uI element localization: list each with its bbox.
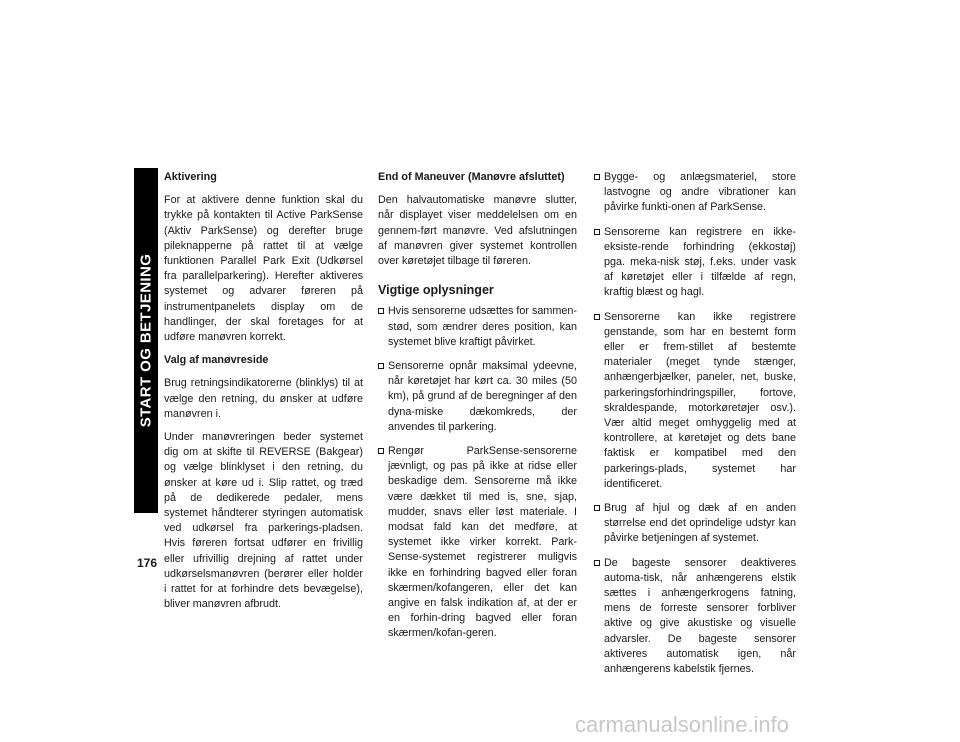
checkbox-bullet-icon <box>378 363 384 369</box>
checkbox-bullet-icon <box>594 505 600 511</box>
column-3 <box>594 170 796 686</box>
list-item: De bageste sensorer deaktiveres automa-tisk, når anhængerens elstik sættes i anhængerkrogens fatning, mens de forreste sensorer forbliver aktive og give akustiske og visuelle advarsler. De bageste sensorer aktiveres automatisk igen, når anhængerens kabelstik fjernes. <box>594 556 796 678</box>
list-item: Sensorerne kan ikke registrere genstande, som har en bestemt form eller er frem-stillet af bestemte materialer (meget tynde stænger, anhængerbjælker, paneler, net, buske, parkeringsforhindringspiller, fortove, skraldespande, motorkøretøjer osv.). Vær altid meget omhyggelig med at kontrollere, at køretøjet og dets bane faktisk er kompatibel med den parkerings-plads, systemet har identificeret. <box>594 310 796 492</box>
list-item: Sensorerne opnår maksimal ydeevne, når køretøjet har kørt ca. 30 miles (50 km), på grund af de beregninger af den dyna-miske dækomkreds, der anvendes til parkering. <box>378 359 577 435</box>
paragraph: Den halvautomatiske manøvre slutter, når displayet viser meddelelsen om en gennem-ført manøvre. Ved afslutningen af manøvren giver systemet kontrollen over køretøjet tilbage til føreren. <box>378 194 577 268</box>
chapter-title: START OG BETJENING <box>137 253 155 428</box>
heading-end-of-maneuver: End of Maneuver (Manøvre afsluttet) <box>378 171 565 183</box>
paragraph: Under manøvreringen beder systemet dig om at skifte til REVERSE (Bakgear) og vælge blinklyset i den retning, du ønsker at køre ud i. Slip rattet, og træd på de dedikerede pedaler, mens systemet håndterer styringen automatisk ved udkørsel fra parkerings-pladsen. Hvis føreren fortsat udfører en frivillig eller ufrivillig drejning af rattet under udkørselsmanøvren (berører eller holder i rattet for at forhindre dets bevægelse), bliver manøvren afbrudt. <box>164 431 363 611</box>
list-item: Bygge- og anlægsmateriel, store lastvogne og andre vibrationer kan påvirke funkti-onen af ParkSense. <box>594 170 796 216</box>
page-number: 176 <box>137 556 158 570</box>
checkbox-bullet-icon <box>594 174 600 180</box>
bullet-list <box>378 304 577 641</box>
paragraph: For at aktivere denne funktion skal du trykke på kontakten til Active ParkSense (Aktiv ParkSense) og derefter bruge pileknapperne på rattet til at vælge funktionen Parallel Park Exit (Udkørsel fra parallelparkering). Herefter aktiveres systemet og advarer føreren på instrumentpanelets display om de handlinger, der skal foretages for at udføre manøvren korrekt. <box>164 194 363 344</box>
watermark: carmanualsonline.info <box>575 712 790 737</box>
chapter-side-tab <box>134 168 158 513</box>
column-2 <box>378 170 577 651</box>
list-item: Rengør ParkSense-sensorerne jævnligt, og pas på ikke at ridse eller beskadige dem. Sensorerne må ikke være dækket til med is, sne, sjap, mudder, snavs eller løst materiale. I modsat fald kan det medføre, at systemet ikke virker korrekt. Park-Sense-systemet registrerer muligvis ikke en forhindring bagved eller foran skærmen/kofangeren, eller det kan angive en falsk indikation af, at der er en forhin-dring bagved eller foran skærmen/kofan-geren. <box>378 444 577 642</box>
checkbox-bullet-icon <box>594 314 600 320</box>
list-item: Hvis sensorerne udsættes for sammen-stød, som ændrer deres position, kan systemet blive kraftigt påvirket. <box>378 304 577 350</box>
checkbox-bullet-icon <box>594 229 600 235</box>
list-item: Brug af hjul og dæk af en anden størrelse end det oprindelige udstyr kan påvirke betjeningen af systemet. <box>594 501 796 547</box>
checkbox-bullet-icon <box>594 560 600 566</box>
column-1 <box>164 170 363 620</box>
bullet-list <box>594 170 796 677</box>
checkbox-bullet-icon <box>378 308 384 314</box>
paragraph: Brug retningsindikatorerne (blinklys) til at vælge den retning, du ønsker at udføre manøvren i. <box>164 377 363 420</box>
section-title: Vigtige oplysninger <box>378 283 494 298</box>
list-item: Sensorerne kan registrere en ikke-eksiste-rende forhindring (ekkostøj) pga. meka-nisk støj, f.eks. under vask af køretøjet eller i tilfælde af regn, kraftig blæst og hagl. <box>594 225 796 301</box>
checkbox-bullet-icon <box>378 448 384 454</box>
heading-activation: Aktivering <box>164 171 217 183</box>
heading-maneuver-side: Valg af manøvreside <box>164 354 269 367</box>
